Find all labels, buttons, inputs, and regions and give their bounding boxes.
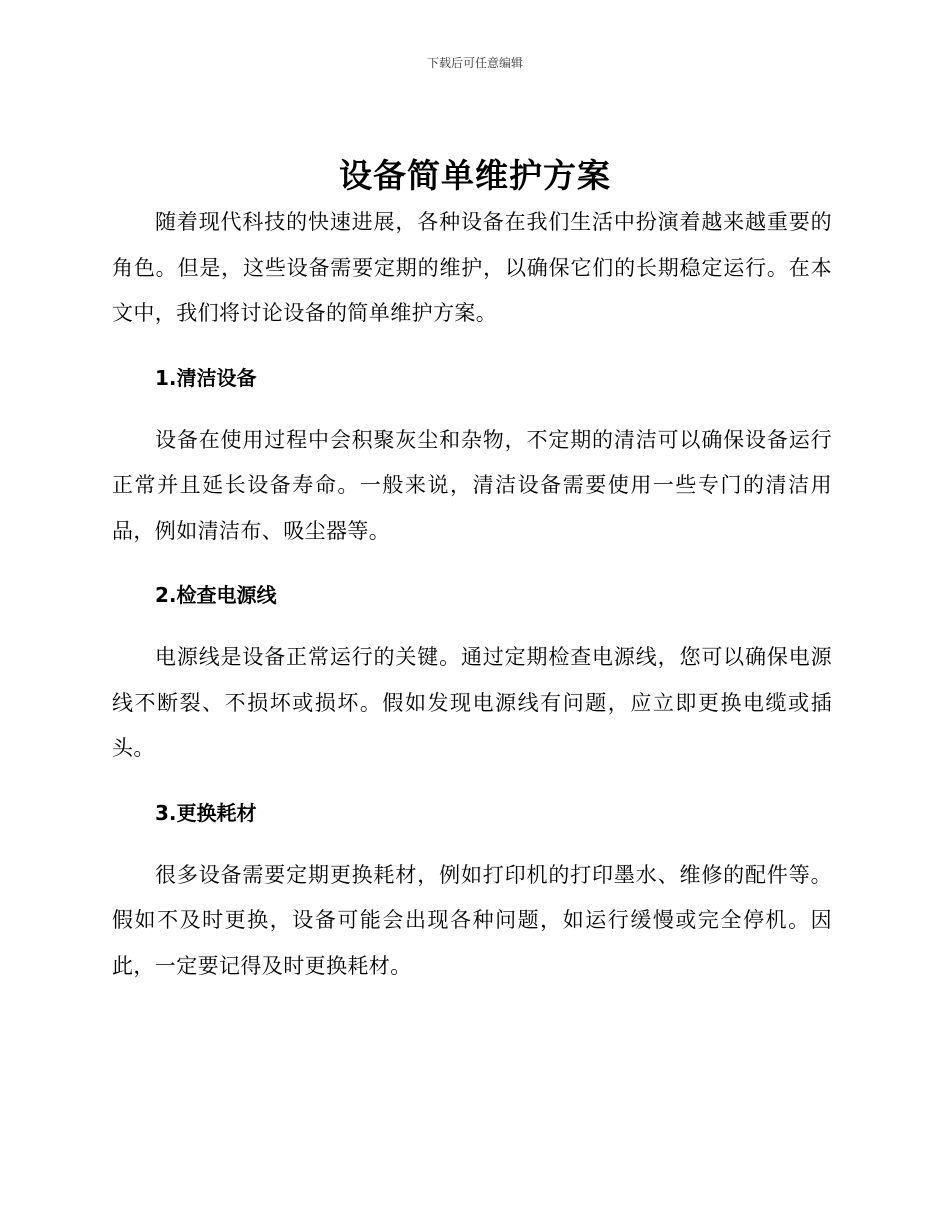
page-header-note: 下载后可任意编辑 bbox=[426, 56, 523, 70]
spacer bbox=[112, 554, 832, 580]
section-body-consumables: 很多设备需要定期更换耗材，例如打印机的打印墨水、维修的配件等。假如不及时更换，设备可能会出现各种问题，如运行缓慢或完全停机。因此，一定要记得及时更换耗材。 bbox=[112, 862, 832, 978]
intro-paragraph: 随着现代科技的快速进展，各种设备在我们生活中扮演着越来越重要的角色。但是，这些设备需要定期的维护，以确保它们的长期稳定运行。在本文中，我们将讨论设备的简单维护方案。 bbox=[112, 210, 832, 325]
section-heading-power-cord: 2.检查电源线 bbox=[155, 583, 277, 607]
section-body-power-cord: 电源线是设备正常运行的关键。通过定期检查电源线，您可以确保电源线不断裂、不损坏或损坏。假如发现电源线有问题，应立即更换电缆或插头。 bbox=[112, 645, 832, 760]
spacer bbox=[112, 337, 832, 363]
document-body bbox=[112, 200, 832, 989]
section-body-cleaning: 设备在使用过程中会积聚灰尘和杂物，不定期的清洁可以确保设备运行正常并且延长设备寿命。一般来说，清洁设备需要使用一些专门的清洁用品，例如清洁布、吸尘器等。 bbox=[112, 427, 832, 543]
spacer bbox=[112, 610, 832, 635]
spacer bbox=[112, 828, 832, 853]
section-heading-consumables: 3.更换耗材 bbox=[155, 800, 257, 825]
spacer bbox=[112, 393, 832, 418]
document-title: 设备简单维护方案 bbox=[339, 156, 611, 195]
spacer bbox=[112, 772, 832, 798]
section-heading-cleaning: 1.清洁设备 bbox=[155, 365, 257, 390]
